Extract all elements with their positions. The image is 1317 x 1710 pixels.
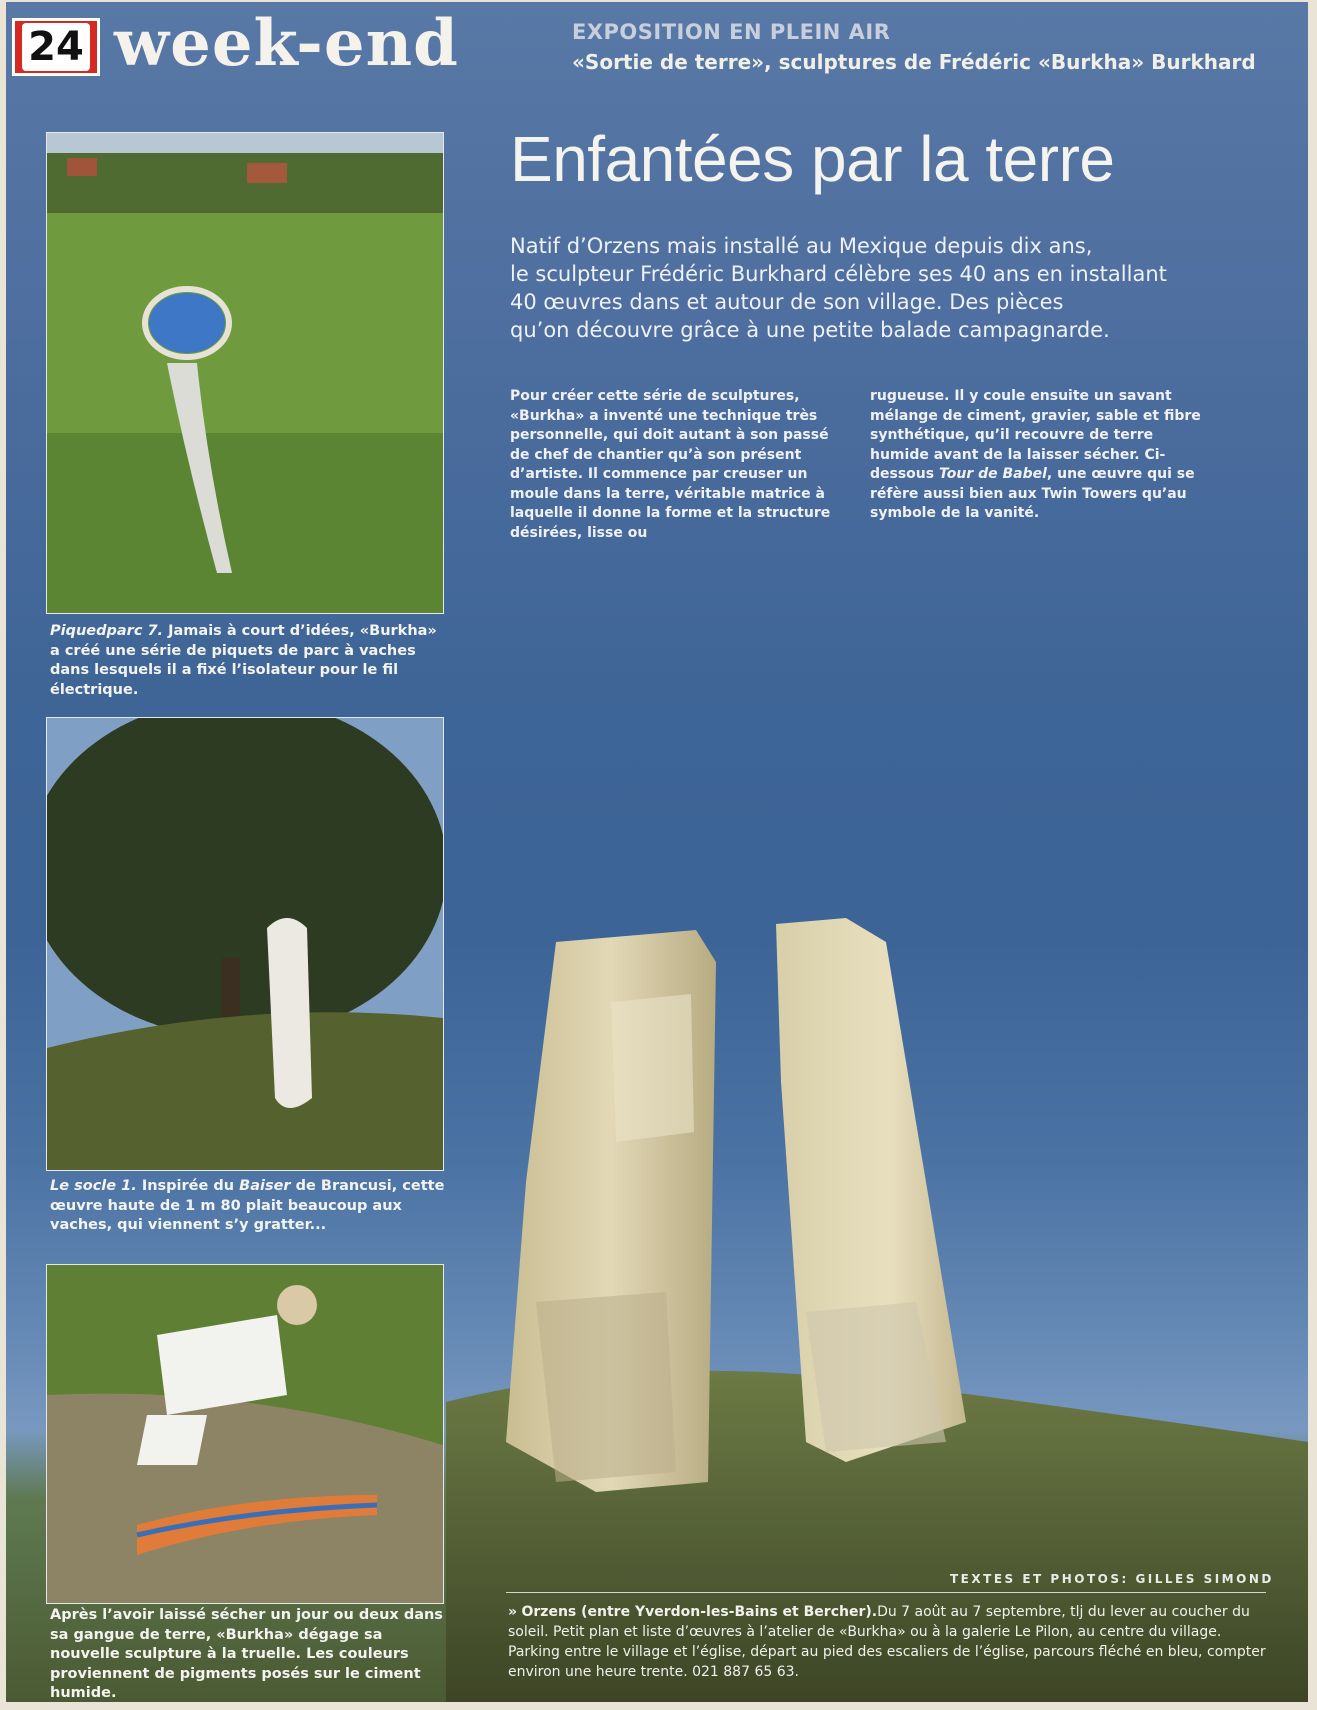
article-lead <box>510 232 1230 344</box>
caption-piquedparc <box>50 622 446 700</box>
header <box>6 2 1308 97</box>
lead-line: le sculpteur Frédéric Burkhard célèbre ses 40 ans en installant <box>510 262 1167 286</box>
caption-artist-working: Après l’avoir laissé sécher un jour ou deux dans sa gangue de terre, «Burkha» dégage sa nouvelle sculpture à la truelle. Les couleurs proviennent de pigments posés sur le ciment humide. <box>50 1607 443 1701</box>
body-emphasis: Tour de Babel <box>938 466 1047 482</box>
lead-line: Natif d’Orzens mais installé au Mexique depuis dix ans, <box>510 234 1093 258</box>
lead-line: 40 œuvres dans et autour de son village. Des pièces <box>510 290 1064 314</box>
photo-piquedparc <box>46 132 444 614</box>
photo-credit: TEXTES ET PHOTOS: GILLES SIMOND <box>950 1572 1274 1586</box>
body-column-1: Pour créer cette série de sculptures, «Burkha» a inventé une technique très personnelle, qui doit autant à son passé de chef de chantier qu’à son présent d’artiste. Il commence par creuser un moule dans la terre, véritable matrice à laquelle il donne la forme et la structure désirées, lisse ou <box>510 388 831 541</box>
info-marker: » <box>508 1604 518 1620</box>
photo-artist-working <box>46 1264 444 1604</box>
divider <box>506 1592 1266 1593</box>
kicker: EXPOSITION EN PLEIN AIR <box>572 20 891 44</box>
info-place: Orzens (entre Yverdon-les-Bains et Bercher). <box>521 1604 878 1620</box>
caption-emphasis: Piquedparc 7. <box>50 623 164 639</box>
newspaper-page <box>6 2 1308 1702</box>
caption-text: Jamais à court d’idées, «Burkha» a créé une série de piquets de parc à vaches dans lesquels il a fixé l’isolateur pour le fil électrique. <box>50 623 437 698</box>
body-text: rugueuse. Il y coule ensuite un savant mélange de ciment, gravier, sable et fibre synthétique, qu’il recouvre de terre humide avant de la laisser sécher. Ci-dessous <box>870 388 1201 482</box>
caption-emphasis: Le socle 1. <box>50 1178 137 1194</box>
body-column-2 <box>870 387 1210 524</box>
body-text: , une œuvre qui se réfère aussi bien aux Twin Towers qu’au symbole de la vanité. <box>870 466 1195 521</box>
section-title: week-end <box>114 6 459 81</box>
subhead: «Sortie de terre», sculptures de Frédéric «Burkha» Burkhard <box>572 50 1256 74</box>
caption-le-socle <box>50 1177 446 1236</box>
logo-24-heures <box>12 18 100 76</box>
lead-line: qu’on découvre grâce à une petite balade campagnarde. <box>510 318 1110 342</box>
caption-text: Inspirée du <box>136 1178 240 1194</box>
article-title: Enfantées par la terre <box>510 123 1115 195</box>
practical-info <box>508 1602 1268 1682</box>
info-details: Du 7 août au 7 septembre, tlj du lever au coucher du soleil. Petit plan et liste d’œuvres à l’atelier de «Burkha» ou à la galerie Le Pilon, au centre du village. Parking entre le village et l’église, départ au pied des escaliers de l’église, parcours fléché en bleu, compter environ une heure trente. 021 887 65 63. <box>508 1604 1266 1680</box>
caption-emphasis: Baiser <box>239 1178 291 1194</box>
caption-text: de Brancusi, cette œuvre haute de 1 m 80 plait beaucoup aux vaches, qui viennent s’y gratter... <box>50 1178 445 1233</box>
photo-le-socle <box>46 717 444 1171</box>
logo-badge-text: 24 <box>22 23 90 71</box>
